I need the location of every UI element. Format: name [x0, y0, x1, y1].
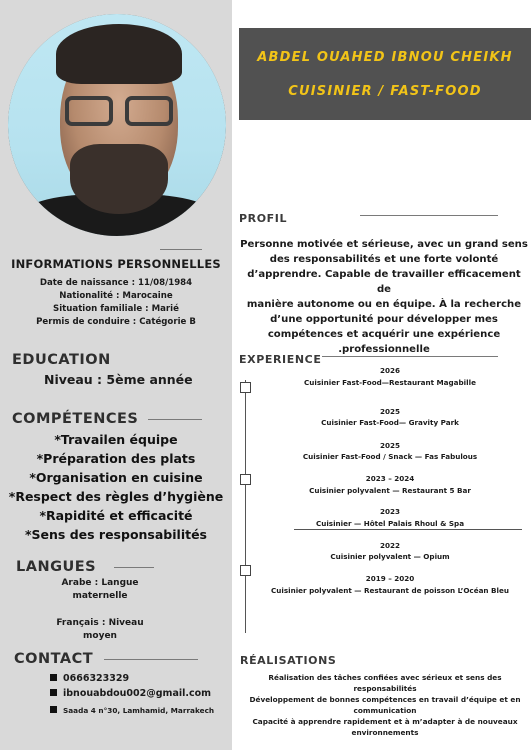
experience-year: 2022 — [379, 541, 400, 550]
experience-title-line: Cuisinier polyvalent — Opium — [330, 552, 450, 561]
skill-item: *Préparation des plats — [36, 451, 196, 466]
job-title: CUISINIER / FAST-FOOD — [288, 84, 482, 99]
skill-item: *Sens des responsabilités — [24, 527, 207, 542]
profile-line: des responsabilités et une forte volonté — [269, 254, 499, 265]
header-banner — [239, 28, 531, 120]
experience-year: 2025 — [379, 441, 400, 450]
divider — [322, 356, 498, 357]
education-level: Niveau : 5ème année — [44, 372, 193, 387]
marital-status: Situation familiale : Marié — [53, 304, 179, 314]
email-row[interactable] — [50, 688, 211, 699]
photo-glasses — [63, 96, 175, 128]
skill-item: *Rapidité et efficacité — [39, 508, 193, 523]
experience-year: 2019 – 2020 — [365, 574, 415, 583]
email-address[interactable]: ibnouabdou002@gmail.com — [63, 688, 212, 699]
language-arabic-level: maternelle — [72, 591, 128, 601]
experience-title-line: Cuisinier polyvalent — Restaurant 5 Bar — [309, 486, 471, 495]
experience-title-line: Cuisinier polyvalent — Restaurant de poisson L’Océan Bleu — [271, 586, 509, 595]
experience-year: 2023 — [379, 507, 400, 516]
language-arabic: Arabe : Langue — [61, 578, 139, 588]
language-french: Français : Niveau — [56, 618, 144, 628]
achievements-text — [244, 672, 526, 738]
birth-date: Date de naissance : 11/08/1984 — [39, 278, 193, 288]
experience-title: EXPERIENCE — [239, 353, 322, 366]
achievement-line: Capacité à apprendre rapidement et à m’adapter à de nouveaux — [252, 717, 518, 726]
address-row — [50, 706, 214, 715]
contact-title: CONTACT — [14, 651, 94, 667]
nationality: Nationalité : Marocaine — [59, 291, 173, 301]
profile-title: PROFIL — [239, 212, 288, 225]
experience-title-line: Cuisinier Fast-Food / Snack — Fas Fabulous — [302, 452, 478, 461]
achievement-line: Développement de bonnes compétences en travail d’équipe et en — [249, 695, 521, 704]
achievement-line: communication — [353, 706, 417, 715]
profile-text — [240, 237, 528, 357]
email-icon — [50, 689, 57, 696]
achievements-title: RÉALISATIONS — [240, 654, 337, 667]
achievement-line: environnements — [351, 728, 419, 737]
education-title: EDUCATION — [12, 352, 111, 368]
divider — [160, 249, 202, 250]
timeline-marker — [240, 565, 251, 576]
languages-title: LANGUES — [16, 559, 97, 575]
profile-line: Personne motivée et sérieuse, avec un grand sens — [240, 239, 528, 250]
location-icon — [50, 706, 57, 713]
profile-line: d’apprendre. Capable de travailler efficacement de — [247, 269, 521, 295]
phone-row[interactable] — [50, 673, 129, 684]
timeline-marker — [240, 474, 251, 485]
divider — [148, 419, 202, 420]
profile-photo — [8, 14, 226, 236]
profile-line: d’une opportunité pour développer mes — [270, 314, 498, 325]
personal-info-title: INFORMATIONS PERSONNELLES — [11, 257, 221, 271]
profile-line: manière autonome ou en équipe. À la recherche — [246, 299, 522, 310]
profile-line: .professionnelle — [338, 344, 430, 355]
experience-title-line: Cuisinier Fast-Food— Gravity Park — [321, 418, 459, 427]
divider — [360, 215, 498, 216]
photo-beard — [70, 144, 168, 214]
experience-title-line: Cuisinier — Hôtel Palais Rhoul & Spa — [315, 519, 465, 528]
driving-license: Permis de conduire : Catégorie B — [36, 317, 196, 327]
divider — [294, 529, 522, 530]
language-french-level: moyen — [83, 631, 117, 641]
experience-year: 2025 — [379, 407, 400, 416]
phone-icon — [50, 674, 57, 681]
profile-line: compétences et acquérir une expérience — [267, 329, 501, 340]
skills-title: COMPÉTENCES — [12, 411, 139, 427]
divider — [104, 659, 198, 660]
full-name: ABDEL OUAHED IBNOU CHEIKH — [257, 50, 513, 65]
skill-item: *Organisation en cuisine — [29, 470, 203, 485]
skill-item: *Travailen équipe — [54, 432, 178, 447]
experience-title-line: Cuisinier Fast-Food—Restaurant Magabille — [304, 378, 476, 387]
address: Saada 4 n°30, Lamhamid, Marrakech — [63, 706, 215, 715]
experience-year: 2026 — [379, 366, 400, 375]
timeline-marker — [240, 382, 251, 393]
skill-item: *Respect des règles d’hygiène — [8, 489, 224, 504]
achievement-line: Réalisation des tâches confiées avec sérieux et sens des — [268, 673, 502, 682]
achievement-line: responsabilités — [353, 684, 417, 693]
divider — [114, 567, 154, 568]
experience-timeline — [245, 380, 246, 633]
experience-year: 2023 – 2024 — [365, 474, 415, 483]
photo-hair — [56, 24, 182, 84]
phone-number[interactable]: 0666323329 — [63, 673, 130, 684]
